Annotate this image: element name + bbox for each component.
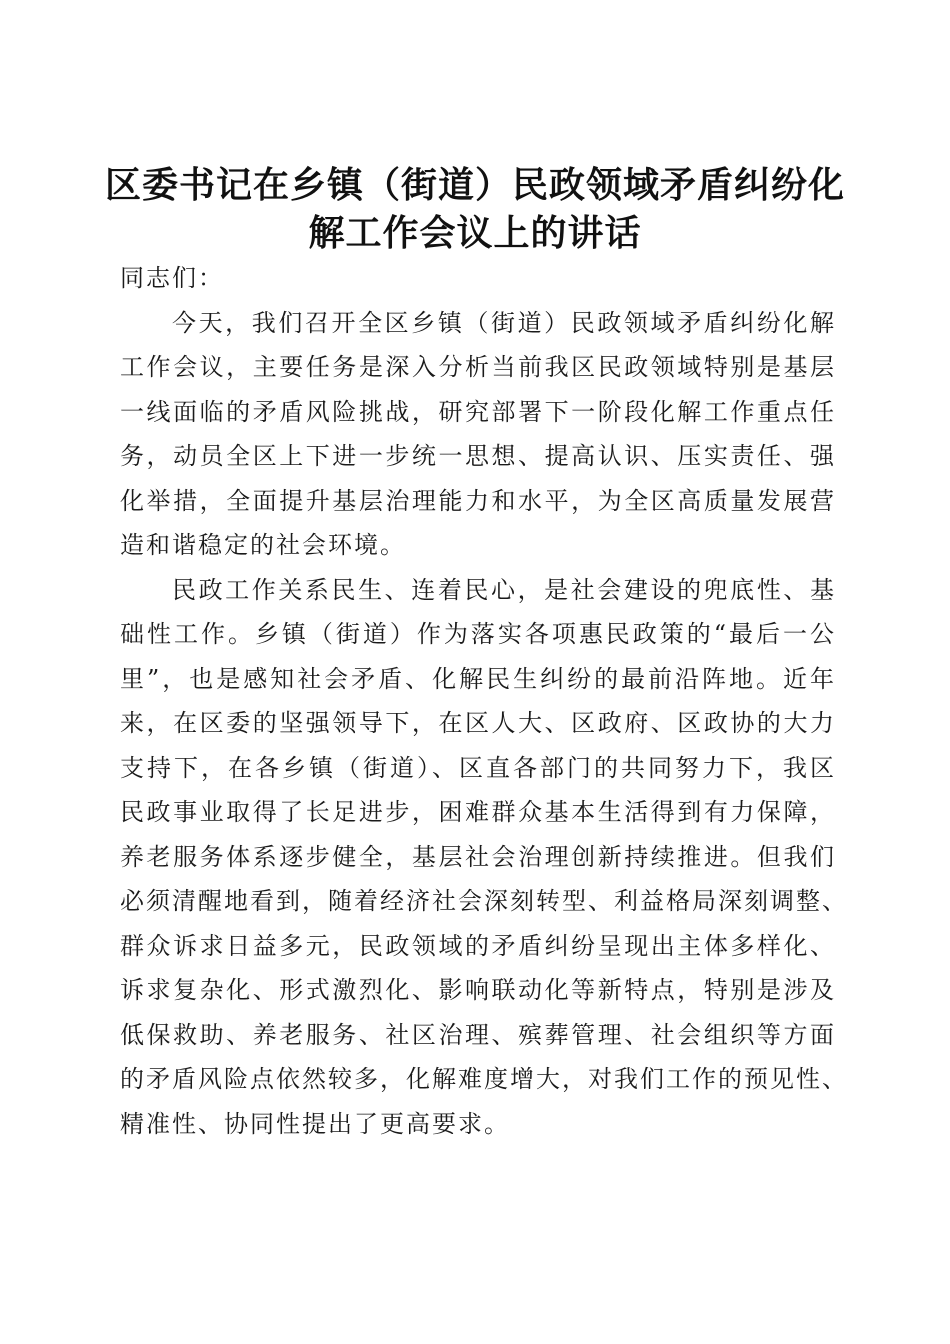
paragraph-line: 工作会议，主要任务是深入分析当前我区民政领域特别是基层 [120,353,836,381]
paragraph-line: 民政事业取得了长足进步，困难群众基本生活得到有力保障， [120,798,836,826]
document-title [100,162,850,258]
salutation: 同志们： [120,264,224,292]
paragraph-line: 今天，我们召开全区乡镇（街道）民政领域矛盾纠纷化解 [172,308,836,337]
paragraph-2 [120,568,848,1147]
paragraph-line: 里”，也是感知社会矛盾、化解民生纠纷的最前沿阵地。近年 [120,664,836,693]
paragraph-line: 来，在区委的坚强领导下，在区人大、区政府、区政协的大力 [120,709,836,737]
paragraph-line: 民政工作关系民生、连着民心，是社会建设的兜底性、基 [172,575,836,604]
speech-body [120,256,848,1146]
paragraph-line: 一线面临的矛盾风险挑战，研究部署下一阶段化解工作重点任 [120,397,836,426]
paragraph-line: 造和谐稳定的社会环境。 [120,531,406,559]
paragraph-line: 低保救助、养老服务、社区治理、殡葬管理、社会组织等方面 [120,1020,836,1049]
title-line: 区委书记在乡镇（街道）民政领域矛盾纠纷化 [104,165,845,207]
paragraph-line: 化举措，全面提升基层治理能力和水平，为全区高质量发展营 [120,486,836,515]
paragraph-1 [120,301,836,568]
paragraph-line: 的矛盾风险点依然较多，化解难度增大，对我们工作的预见性、 [120,1065,848,1093]
paragraph-line: 精准性、协同性提出了更高要求。 [120,1109,510,1138]
paragraph-line: 养老服务体系逐步健全，基层社会治理创新持续推进。但我们 [120,842,836,871]
paragraph-line: 支持下，在各乡镇（街道）、区直各部门的共同努力下，我区 [120,753,836,782]
paragraph-line: 必须清醒地看到，随着经济社会深刻转型、利益格局深刻调整、 [120,887,848,915]
paragraph-line: 群众诉求日益多元，民政领域的矛盾纠纷呈现出主体多样化、 [120,931,836,960]
paragraph-line: 务，动员全区上下进一步统一思想、提高认识、压实责任、强 [120,442,836,470]
paragraph-line: 础性工作。乡镇（街道）作为落实各项惠民政策的“最后一公 [120,620,836,648]
paragraph-line: 诉求复杂化、形式激烈化、影响联动化等新特点，特别是涉及 [120,976,836,1004]
title-line: 解工作会议上的讲话 [308,213,642,255]
